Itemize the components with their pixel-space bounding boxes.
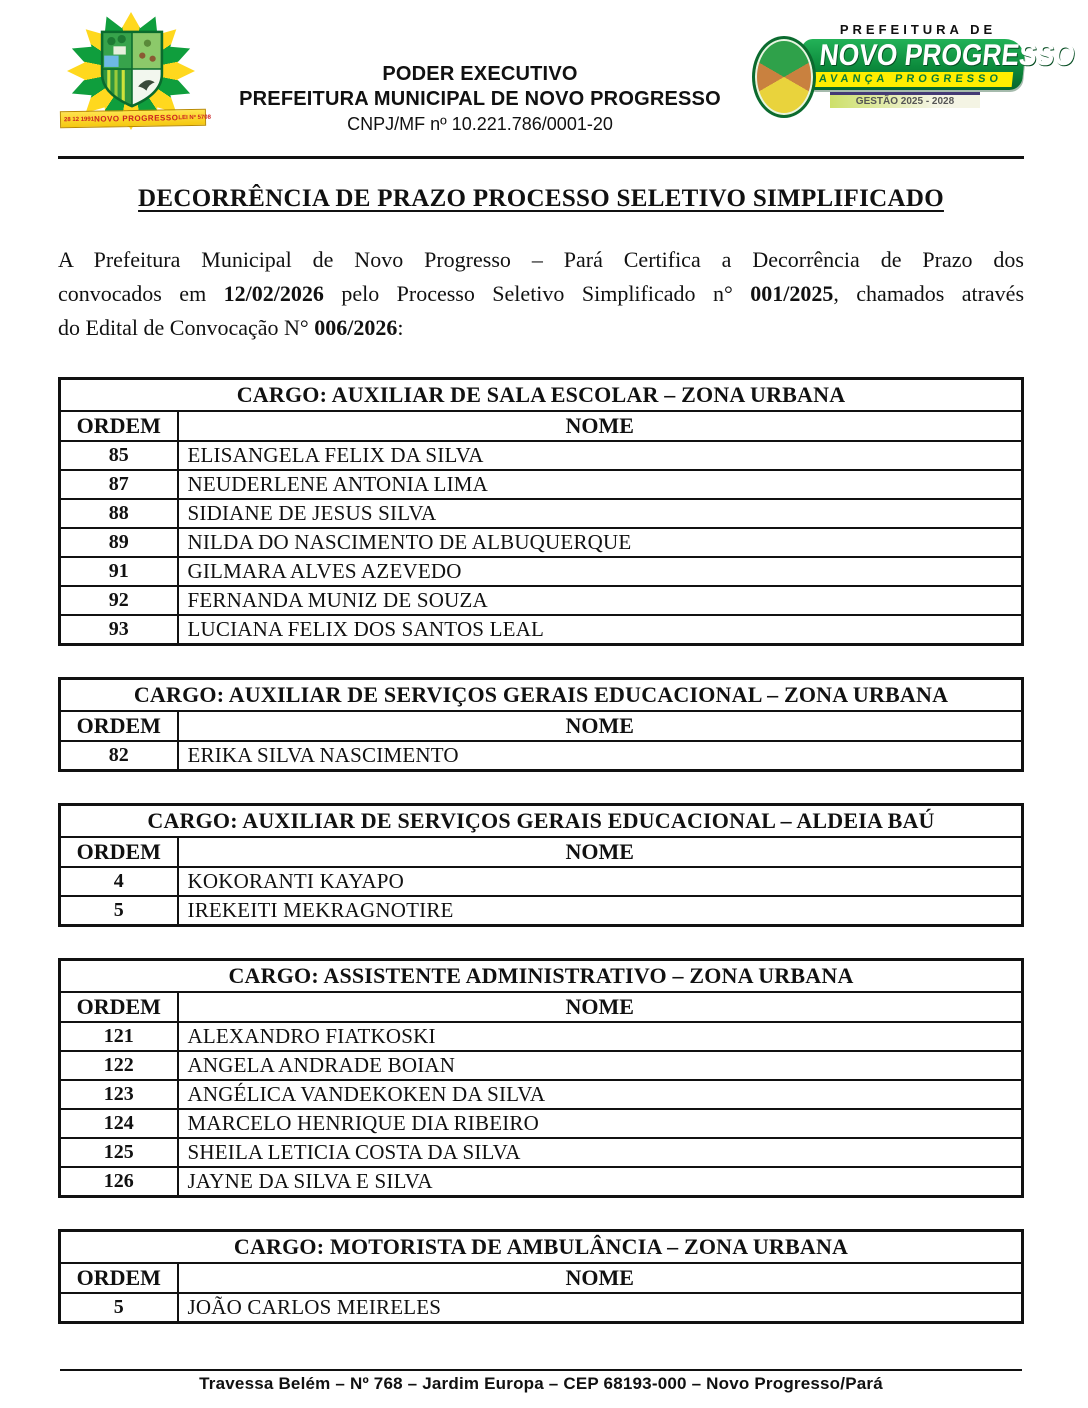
municipal-coat-of-arms: [58, 10, 211, 148]
columns-header-row: [60, 837, 1023, 867]
columns-header-row: [60, 992, 1023, 1022]
ordem-cell: 82: [60, 741, 178, 771]
cargo-table: [58, 958, 1024, 1198]
nome-cell: KOKORANTI KAYAPO: [178, 867, 1023, 896]
header-rule: [58, 156, 1024, 159]
ordem-cell: 93: [60, 615, 178, 645]
columns-header-row: [60, 711, 1023, 741]
intro-line-3: do Edital de Convocação N° 006/2026:: [58, 315, 404, 340]
nome-header: NOME: [178, 1263, 1023, 1293]
table-row: [60, 528, 1023, 557]
table-row: [60, 615, 1023, 645]
header-line-poder: PODER EXECUTIVO: [382, 63, 578, 85]
table-row: [60, 1293, 1023, 1323]
ordem-cell: 85: [60, 441, 178, 470]
ordem-cell: 92: [60, 586, 178, 615]
columns-header-row: [60, 1263, 1023, 1293]
cargo-table: [58, 677, 1024, 772]
cargo-header-row: [60, 679, 1023, 712]
shield-icon: [99, 23, 165, 115]
table-row: [60, 896, 1023, 926]
table-row: [60, 441, 1023, 470]
nome-cell: ANGELA ANDRADE BOIAN: [178, 1051, 1023, 1080]
nome-cell: ANGÉLICA VANDEKOKEN DA SILVA: [178, 1080, 1023, 1109]
cargo-header-row: [60, 960, 1023, 993]
ordem-cell: 5: [60, 896, 178, 926]
cargo-header-row: [60, 805, 1023, 838]
cargo-title: CARGO: AUXILIAR DE SERVIÇOS GERAIS EDUCACIONAL – ZONA URBANA: [60, 679, 1023, 712]
document-title: DECORRÊNCIA DE PRAZO PROCESSO SELETIVO SIMPLIFICADO: [138, 185, 944, 212]
brand-prefeitura-de: PREFEITURA DE: [839, 22, 997, 37]
cargo-table: [58, 1229, 1024, 1324]
brand-logo: [752, 22, 1077, 142]
ordem-cell: 91: [60, 557, 178, 586]
nome-cell: NEUDERLENE ANTONIA LIMA: [178, 470, 1023, 499]
nome-header: NOME: [178, 837, 1023, 867]
nome-header: NOME: [178, 711, 1023, 741]
ribbon-law: LEI Nº 5708: [178, 114, 211, 121]
ordem-header: ORDEM: [60, 837, 178, 867]
crest-ribbon: [60, 109, 211, 129]
table-row: [60, 1138, 1023, 1167]
ordem-cell: 88: [60, 499, 178, 528]
table-row: [60, 741, 1023, 771]
brand-emblem-icon: [752, 36, 816, 118]
table-row: [60, 1109, 1023, 1138]
table-row: [60, 1022, 1023, 1051]
ordem-header: ORDEM: [60, 1263, 178, 1293]
ordem-header: ORDEM: [60, 411, 178, 441]
brand-banner: [797, 39, 1077, 90]
footer-address: Travessa Belém – Nº 768 – Jardim Europa – CEP 68193-000 – Novo Progresso/Pará: [199, 1374, 883, 1393]
cargo-table: [58, 377, 1024, 646]
nome-header: NOME: [178, 411, 1023, 441]
ordem-cell: 124: [60, 1109, 178, 1138]
nome-cell: SIDIANE DE JESUS SILVA: [178, 499, 1023, 528]
header-line-cnpj: CNPJ/MF nº 10.221.786/0001-20: [347, 114, 613, 134]
cargo-title: CARGO: MOTORISTA DE AMBULÂNCIA – ZONA URBANA: [60, 1231, 1023, 1264]
ordem-cell: 121: [60, 1022, 178, 1051]
ordem-cell: 122: [60, 1051, 178, 1080]
ordem-header: ORDEM: [60, 711, 178, 741]
header-title-block: [208, 10, 752, 136]
cargo-title: CARGO: ASSISTENTE ADMINISTRATIVO – ZONA URBANA: [60, 960, 1023, 993]
intro-paragraph: [58, 243, 1024, 345]
nome-cell: GILMARA ALVES AZEVEDO: [178, 557, 1023, 586]
columns-header-row: [60, 411, 1023, 441]
table-row: [60, 1167, 1023, 1197]
nome-header: NOME: [178, 992, 1023, 1022]
ordem-cell: 89: [60, 528, 178, 557]
cargo-header-row: [60, 1231, 1023, 1264]
table-row: [60, 1051, 1023, 1080]
table-row: [60, 557, 1023, 586]
ordem-cell: 5: [60, 1293, 178, 1323]
ribbon-date: 28 12 1991: [63, 116, 95, 123]
nome-cell: MARCELO HENRIQUE DIA RIBEIRO: [178, 1109, 1023, 1138]
ordem-cell: 126: [60, 1167, 178, 1197]
ordem-header: ORDEM: [60, 992, 178, 1022]
cargo-table: [58, 803, 1024, 927]
cargo-title: CARGO: AUXILIAR DE SALA ESCOLAR – ZONA URBANA: [60, 379, 1023, 412]
nome-cell: ERIKA SILVA NASCIMENTO: [178, 741, 1023, 771]
intro-line-2: convocados em 12/02/2026 pelo Processo Seletivo Simplificado n° 001/2025, chamados através: [58, 281, 1025, 306]
nome-cell: ELISANGELA FELIX DA SILVA: [178, 441, 1023, 470]
brand-tagline: AVANÇA PROGRESSO: [808, 72, 1014, 87]
ordem-cell: 4: [60, 867, 178, 896]
table-row: [60, 586, 1023, 615]
table-row: [60, 499, 1023, 528]
nome-cell: ALEXANDRO FIATKOSKI: [178, 1022, 1023, 1051]
footer-rule: [60, 1369, 1022, 1371]
table-row: [60, 1080, 1023, 1109]
nome-cell: NILDA DO NASCIMENTO DE ALBUQUERQUE: [178, 528, 1023, 557]
nome-cell: SHEILA LETICIA COSTA DA SILVA: [178, 1138, 1023, 1167]
table-row: [60, 867, 1023, 896]
nome-cell: JAYNE DA SILVA E SILVA: [178, 1167, 1023, 1197]
cargo-title: CARGO: AUXILIAR DE SERVIÇOS GERAIS EDUCACIONAL – ALDEIA BAÚ: [60, 805, 1023, 838]
table-row: [60, 470, 1023, 499]
header: [58, 10, 1077, 152]
intro-line-1: A Prefeitura Municipal de Novo Progresso – Pará Certifica a Decorrência de Prazo dos: [58, 247, 1024, 272]
ribbon-name: NOVO PROGRESSO: [93, 113, 179, 124]
nome-cell: FERNANDA MUNIZ DE SOUZA: [178, 586, 1023, 615]
ordem-cell: 87: [60, 470, 178, 499]
footer: [58, 1369, 1024, 1394]
nome-cell: LUCIANA FELIX DOS SANTOS LEAL: [178, 615, 1023, 645]
ordem-cell: 125: [60, 1138, 178, 1167]
cargo-header-row: [60, 379, 1023, 412]
header-line-prefeitura: PREFEITURA MUNICIPAL DE NOVO PROGRESSO: [239, 88, 721, 110]
ordem-cell: 123: [60, 1080, 178, 1109]
nome-cell: JOÃO CARLOS MEIRELES: [178, 1293, 1023, 1323]
nome-cell: IREKEITI MEKRAGNOTIRE: [178, 896, 1023, 926]
brand-gestao: GESTÃO 2025 - 2028: [830, 92, 980, 108]
tables: [58, 377, 1024, 1355]
brand-banner-text: NOVO PROGRESSO: [817, 39, 1077, 72]
